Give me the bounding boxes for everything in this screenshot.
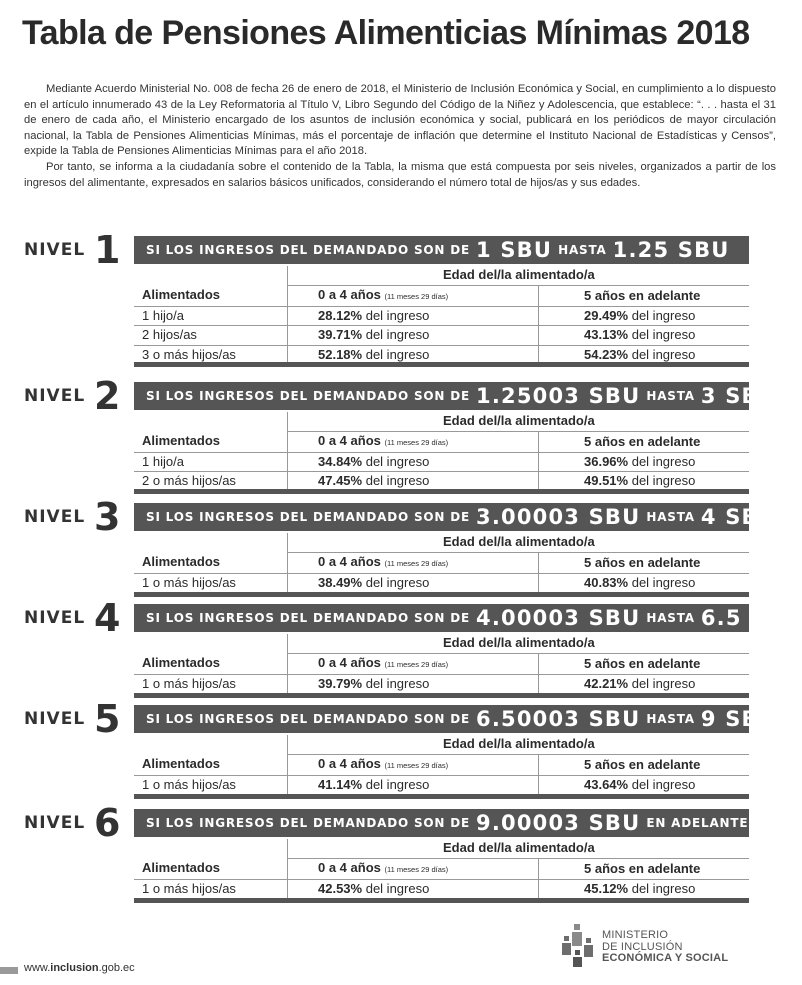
- intro-paragraph-1: Mediante Acuerdo Ministerial No. 008 de fecha 26 de enero de 2018, el Ministerio de Inclusión Económica y Social, en cumplimiento a lo dispuesto en el artículo innumerado 43 de la Ley Reformatoria al Título V, Libro Segundo del Código de la Niñez y Adolescencia, que establece: “. . . hasta el 31 de enero de cada año, el Ministerio encargado de los asuntos de inclusión económica y social, publicará en los periódicos de mayor circulación nacional, la Tabla de Pensiones Alimenticias Mínimas, más el porcentaje de inflación que determine el Instituto Nacional de Estadísticas y Censos”, expide la Tabla de Pensiones Alimenticias Mínimas para el año 2018.: [24, 83, 776, 158]
- ministry-logo: [560, 922, 760, 972]
- footer-url-suffix: .gob.ec: [98, 962, 135, 974]
- row-label: 1 o más hijos/as: [134, 573, 288, 593]
- row-pct-5-plus: [539, 326, 750, 346]
- pct-suffix: del ingreso: [631, 473, 696, 489]
- row-label: 3 o más hijos/as: [134, 345, 288, 365]
- col-header-alimentados: Alimentados: [134, 431, 288, 452]
- pct-value: 39.79%: [318, 675, 363, 691]
- table-age-header-row: [134, 533, 749, 552]
- level-income-banner: [134, 503, 777, 531]
- age-header: Edad del/la alimentado/a: [288, 839, 750, 858]
- col-header-5-plus: 5 años en adelante: [539, 754, 750, 775]
- pension-table: [134, 735, 749, 795]
- row-label: 1 o más hijos/as: [134, 674, 288, 694]
- pct-value: 47.45%: [318, 473, 363, 489]
- pct-value: 42.53%: [318, 880, 363, 896]
- pct-value: 40.83%: [584, 574, 629, 590]
- ministry-line-1: MINISTERIO: [602, 929, 669, 941]
- col-0-4-note: (11 meses 29 días): [384, 864, 449, 874]
- empty-cell: [134, 266, 288, 285]
- level-label: NIVEL: [24, 240, 86, 260]
- level-income-banner: [134, 236, 749, 264]
- pct-value: 41.14%: [318, 776, 363, 792]
- col-header-alimentados: Alimentados: [134, 754, 288, 775]
- pct-suffix: del ingreso: [365, 453, 430, 469]
- table-bottom-bar: [134, 794, 749, 799]
- level-income-banner: [134, 382, 777, 410]
- banner-hasta: HASTA: [646, 389, 695, 403]
- row-pct-0-4: [288, 674, 539, 694]
- col-0-4-label: 0 a 4 años: [318, 286, 381, 302]
- banner-from-value: 9.00003 SBU: [476, 811, 641, 835]
- row-label: 1 hijo/a: [134, 306, 288, 326]
- pension-table: [134, 412, 749, 492]
- banner-prefix: SI LOS INGRESOS DEL DEMANDADO SON DE: [146, 712, 471, 726]
- col-0-4-note: (11 meses 29 días): [384, 558, 449, 568]
- row-pct-0-4: [288, 573, 539, 593]
- table-bottom-bar: [134, 592, 749, 597]
- banner-from-value: 4.00003 SBU: [476, 606, 641, 630]
- pct-suffix: del ingreso: [631, 453, 696, 469]
- col-0-4-note: (11 meses 29 días): [384, 291, 449, 301]
- level-label: NIVEL: [24, 386, 86, 406]
- col-header-0-4: [288, 552, 539, 573]
- row-pct-5-plus: [539, 775, 750, 795]
- footer-url-domain: inclusion: [50, 962, 99, 974]
- pct-suffix: del ingreso: [365, 880, 430, 896]
- table-row: [134, 573, 749, 593]
- row-pct-5-plus: [539, 879, 750, 899]
- empty-cell: [134, 533, 288, 552]
- row-label: 1 hijo/a: [134, 452, 288, 472]
- table-row: [134, 306, 749, 326]
- table-bottom-bar: [134, 362, 749, 367]
- row-label: 2 o más hijos/as: [134, 472, 288, 492]
- pct-suffix: del ingreso: [365, 776, 430, 792]
- pct-suffix: del ingreso: [631, 675, 696, 691]
- level-label: NIVEL: [24, 709, 86, 729]
- footer-bar: [0, 967, 18, 974]
- banner-prefix: SI LOS INGRESOS DEL DEMANDADO SON DE: [146, 816, 471, 830]
- level-number: 4: [94, 596, 121, 640]
- col-header-0-4: [288, 754, 539, 775]
- ministry-name: [602, 930, 728, 965]
- banner-to-value: 3 SBU: [700, 384, 777, 408]
- age-header: Edad del/la alimentado/a: [288, 634, 750, 653]
- col-header-0-4: [288, 653, 539, 674]
- col-0-4-label: 0 a 4 años: [318, 432, 381, 448]
- empty-cell: [134, 735, 288, 754]
- table-header-row: [134, 431, 749, 452]
- banner-hasta: HASTA: [646, 611, 695, 625]
- footer-url-prefix: www.: [24, 962, 51, 974]
- level-income-banner: [134, 604, 802, 632]
- age-header: Edad del/la alimentado/a: [288, 735, 750, 754]
- table-row: [134, 452, 749, 472]
- table-row: [134, 775, 749, 795]
- level-number: 2: [94, 374, 121, 418]
- age-header: Edad del/la alimentado/a: [288, 533, 750, 552]
- row-pct-0-4: [288, 775, 539, 795]
- pct-suffix: del ingreso: [631, 307, 696, 323]
- table-row: [134, 326, 749, 346]
- table-header-row: [134, 858, 749, 879]
- row-pct-5-plus: [539, 306, 750, 326]
- col-0-4-label: 0 a 4 años: [318, 755, 381, 771]
- pct-suffix: del ingreso: [631, 346, 696, 362]
- level-label: NIVEL: [24, 507, 86, 527]
- banner-from-value: 1.25003 SBU: [476, 384, 641, 408]
- banner-prefix: SI LOS INGRESOS DEL DEMANDADO SON DE: [146, 243, 471, 257]
- banner-to-value: 1.25 SBU: [612, 238, 730, 262]
- pension-table: [134, 533, 749, 593]
- banner-hasta: HASTA: [646, 712, 695, 726]
- pct-suffix: del ingreso: [631, 776, 696, 792]
- col-header-5-plus: 5 años en adelante: [539, 858, 750, 879]
- pct-suffix: del ingreso: [631, 327, 696, 343]
- pension-table: [134, 634, 749, 694]
- pct-suffix: del ingreso: [365, 327, 430, 343]
- pension-table: [134, 839, 749, 899]
- pct-suffix: del ingreso: [365, 574, 430, 590]
- banner-from-value: 3.00003 SBU: [476, 505, 641, 529]
- page-title: Tabla de Pensiones Alimenticias Mínimas 2018: [22, 14, 750, 52]
- banner-to-value: 9 SBU: [700, 707, 777, 731]
- col-header-5-plus: 5 años en adelante: [539, 285, 750, 306]
- row-pct-0-4: [288, 452, 539, 472]
- pct-value: 42.21%: [584, 675, 629, 691]
- row-label: 1 o más hijos/as: [134, 775, 288, 795]
- pct-value: 39.71%: [318, 327, 363, 343]
- level-number: 6: [94, 801, 121, 845]
- banner-from-value: 1 SBU: [476, 238, 553, 262]
- pct-value: 45.12%: [584, 880, 629, 896]
- row-pct-5-plus: [539, 674, 750, 694]
- banner-prefix: SI LOS INGRESOS DEL DEMANDADO SON DE: [146, 611, 471, 625]
- col-0-4-note: (11 meses 29 días): [384, 659, 449, 669]
- level-income-banner: [134, 705, 777, 733]
- table-header-row: [134, 285, 749, 306]
- pct-value: 38.49%: [318, 574, 363, 590]
- table-row: [134, 674, 749, 694]
- banner-hasta: HASTA: [558, 243, 607, 257]
- col-0-4-label: 0 a 4 años: [318, 859, 381, 875]
- table-bottom-bar: [134, 693, 749, 698]
- row-pct-0-4: [288, 326, 539, 346]
- row-pct-0-4: [288, 879, 539, 899]
- ministry-line-2: DE INCLUSIÓN: [602, 940, 683, 953]
- banner-from-value: 6.50003 SBU: [476, 707, 641, 731]
- col-header-5-plus: 5 años en adelante: [539, 653, 750, 674]
- pct-value: 29.49%: [584, 307, 629, 323]
- empty-cell: [134, 839, 288, 858]
- pct-value: 49.51%: [584, 473, 629, 489]
- table-age-header-row: [134, 839, 749, 858]
- pct-value: 43.64%: [584, 776, 629, 792]
- row-label: 1 o más hijos/as: [134, 879, 288, 899]
- col-header-alimentados: Alimentados: [134, 285, 288, 306]
- table-age-header-row: [134, 412, 749, 431]
- table-age-header-row: [134, 634, 749, 653]
- pct-suffix: del ingreso: [365, 675, 430, 691]
- banner-prefix: SI LOS INGRESOS DEL DEMANDADO SON DE: [146, 389, 471, 403]
- table-age-header-row: [134, 266, 749, 285]
- row-pct-5-plus: [539, 452, 750, 472]
- pct-value: 54.23%: [584, 346, 629, 362]
- col-header-5-plus: 5 años en adelante: [539, 431, 750, 452]
- col-header-0-4: [288, 431, 539, 452]
- age-header: Edad del/la alimentado/a: [288, 412, 750, 431]
- pct-value: 52.18%: [318, 346, 363, 362]
- footer-website-link[interactable]: [24, 962, 135, 974]
- banner-en-adelante: EN ADELANTE: [646, 816, 749, 830]
- row-pct-0-4: [288, 306, 539, 326]
- level-income-banner: [134, 809, 749, 837]
- level-label: NIVEL: [24, 813, 86, 833]
- age-header: Edad del/la alimentado/a: [288, 266, 750, 285]
- table-header-row: [134, 754, 749, 775]
- pct-suffix: del ingreso: [365, 473, 430, 489]
- level-label: NIVEL: [24, 608, 86, 628]
- col-header-0-4: [288, 285, 539, 306]
- level-number: 1: [94, 228, 121, 272]
- row-label: 2 hijos/as: [134, 326, 288, 346]
- banner-prefix: SI LOS INGRESOS DEL DEMANDADO SON DE: [146, 510, 471, 524]
- col-header-alimentados: Alimentados: [134, 552, 288, 573]
- col-0-4-note: (11 meses 29 días): [384, 437, 449, 447]
- table-bottom-bar: [134, 898, 749, 903]
- family-people-icon: [560, 922, 600, 968]
- col-0-4-label: 0 a 4 años: [318, 654, 381, 670]
- pct-suffix: del ingreso: [365, 346, 430, 362]
- level-number: 3: [94, 495, 121, 539]
- pct-suffix: del ingreso: [631, 574, 696, 590]
- pct-value: 28.12%: [318, 307, 363, 323]
- col-header-alimentados: Alimentados: [134, 653, 288, 674]
- col-header-0-4: [288, 858, 539, 879]
- intro-text: [24, 82, 776, 191]
- col-header-5-plus: 5 años en adelante: [539, 552, 750, 573]
- col-0-4-note: (11 meses 29 días): [384, 760, 449, 770]
- col-header-alimentados: Alimentados: [134, 858, 288, 879]
- empty-cell: [134, 634, 288, 653]
- pct-value: 34.84%: [318, 453, 363, 469]
- banner-to-value: 6.5 SBU: [700, 606, 802, 630]
- pension-table: [134, 266, 749, 365]
- table-bottom-bar: [134, 489, 749, 494]
- ministry-line-3: ECONÓMICA Y SOCIAL: [602, 952, 729, 964]
- table-age-header-row: [134, 735, 749, 754]
- banner-hasta: HASTA: [646, 510, 695, 524]
- empty-cell: [134, 412, 288, 431]
- level-number: 5: [94, 697, 121, 741]
- pct-suffix: del ingreso: [365, 307, 430, 323]
- table-row: [134, 879, 749, 899]
- table-header-row: [134, 653, 749, 674]
- pct-suffix: del ingreso: [631, 880, 696, 896]
- col-0-4-label: 0 a 4 años: [318, 553, 381, 569]
- pct-value: 36.96%: [584, 453, 629, 469]
- row-pct-5-plus: [539, 573, 750, 593]
- pct-value: 43.13%: [584, 327, 629, 343]
- intro-paragraph-2: Por tanto, se informa a la ciudadanía sobre el contenido de la Tabla, la misma que está compuesta por seis niveles, organizados a partir de los ingresos del alimentante, expresados en salarios básicos unificados, considerando el número total de hijos/as y sus edades.: [24, 160, 776, 189]
- banner-to-value: 4 SBU: [700, 505, 777, 529]
- table-header-row: [134, 552, 749, 573]
